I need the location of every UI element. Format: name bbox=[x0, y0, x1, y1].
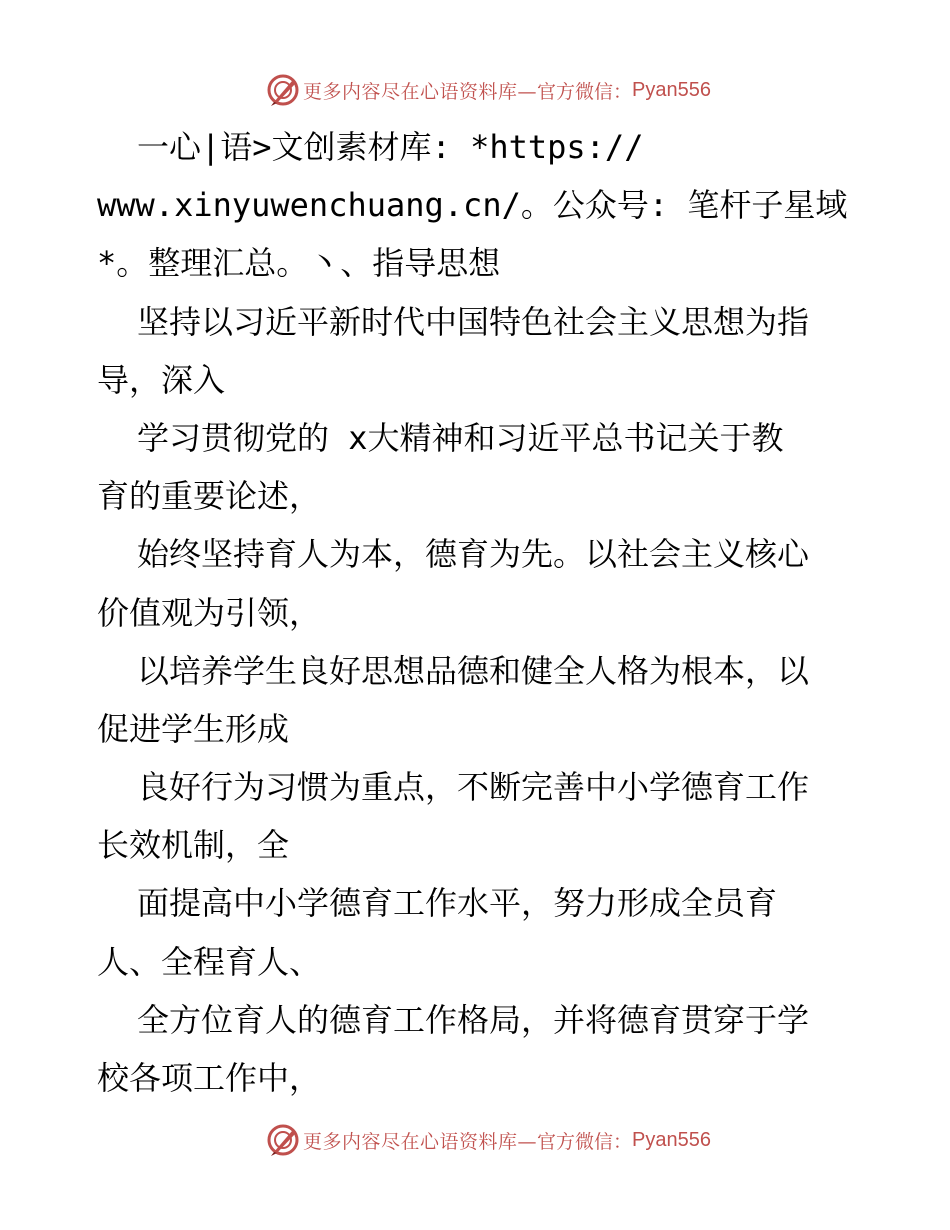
banner-wechat-id: Pyan556 bbox=[632, 1128, 711, 1151]
text-line: 面提高中小学德育工作水平，努力形成全员育 bbox=[137, 884, 778, 923]
text-line: 育的重要论述， bbox=[97, 477, 322, 516]
text-line: 全方位育人的德育工作格局，并将德育贯穿于学 bbox=[137, 1000, 810, 1039]
footer-banner bbox=[0, 1120, 950, 1160]
header-banner bbox=[0, 70, 950, 110]
text-line: 始终坚持育人为本，德育为先。以社会主义核心 bbox=[137, 535, 810, 574]
text-line: *。整理汇总。丶、指导思想 bbox=[97, 244, 501, 283]
banner-wechat-label: 官方微信： bbox=[537, 1130, 633, 1153]
text-line: 价值观为引领， bbox=[97, 593, 322, 632]
text-line: 校各项工作中， bbox=[97, 1059, 322, 1097]
text-line: 促进学生形成 bbox=[97, 709, 290, 748]
text-line: www.xinyuwenchuang.cn/。公众号: 笔杆子星域 bbox=[97, 186, 848, 225]
pen-logo-icon bbox=[265, 72, 301, 108]
banner-slogan: 更多内容尽在心语资料库— bbox=[303, 1130, 538, 1153]
text-line: 一心|语>文创素材库: *https:// bbox=[137, 128, 644, 166]
document-body bbox=[97, 118, 857, 1107]
text-line: 人、全程育人、 bbox=[97, 942, 322, 981]
header-banner-content bbox=[265, 72, 711, 108]
text-line: 导，深入 bbox=[97, 360, 226, 399]
text-line: 以培养学生良好思想品德和健全人格为根本，以 bbox=[137, 651, 810, 690]
text-line: 长效机制，全 bbox=[97, 826, 290, 865]
banner-wechat-label: 官方微信： bbox=[537, 80, 633, 103]
footer-banner-content bbox=[265, 1122, 711, 1158]
pen-logo-icon bbox=[265, 1122, 301, 1158]
text-line: 良好行为习惯为重点，不断完善中小学德育工作 bbox=[137, 768, 810, 807]
banner-slogan: 更多内容尽在心语资料库— bbox=[303, 80, 538, 103]
text-line: 坚持以习近平新时代中国特色社会主义思想为指 bbox=[137, 302, 810, 341]
banner-wechat-id: Pyan556 bbox=[632, 78, 711, 101]
text-line: 学习贯彻党的 x大精神和习近平总书记关于教 bbox=[137, 418, 784, 457]
